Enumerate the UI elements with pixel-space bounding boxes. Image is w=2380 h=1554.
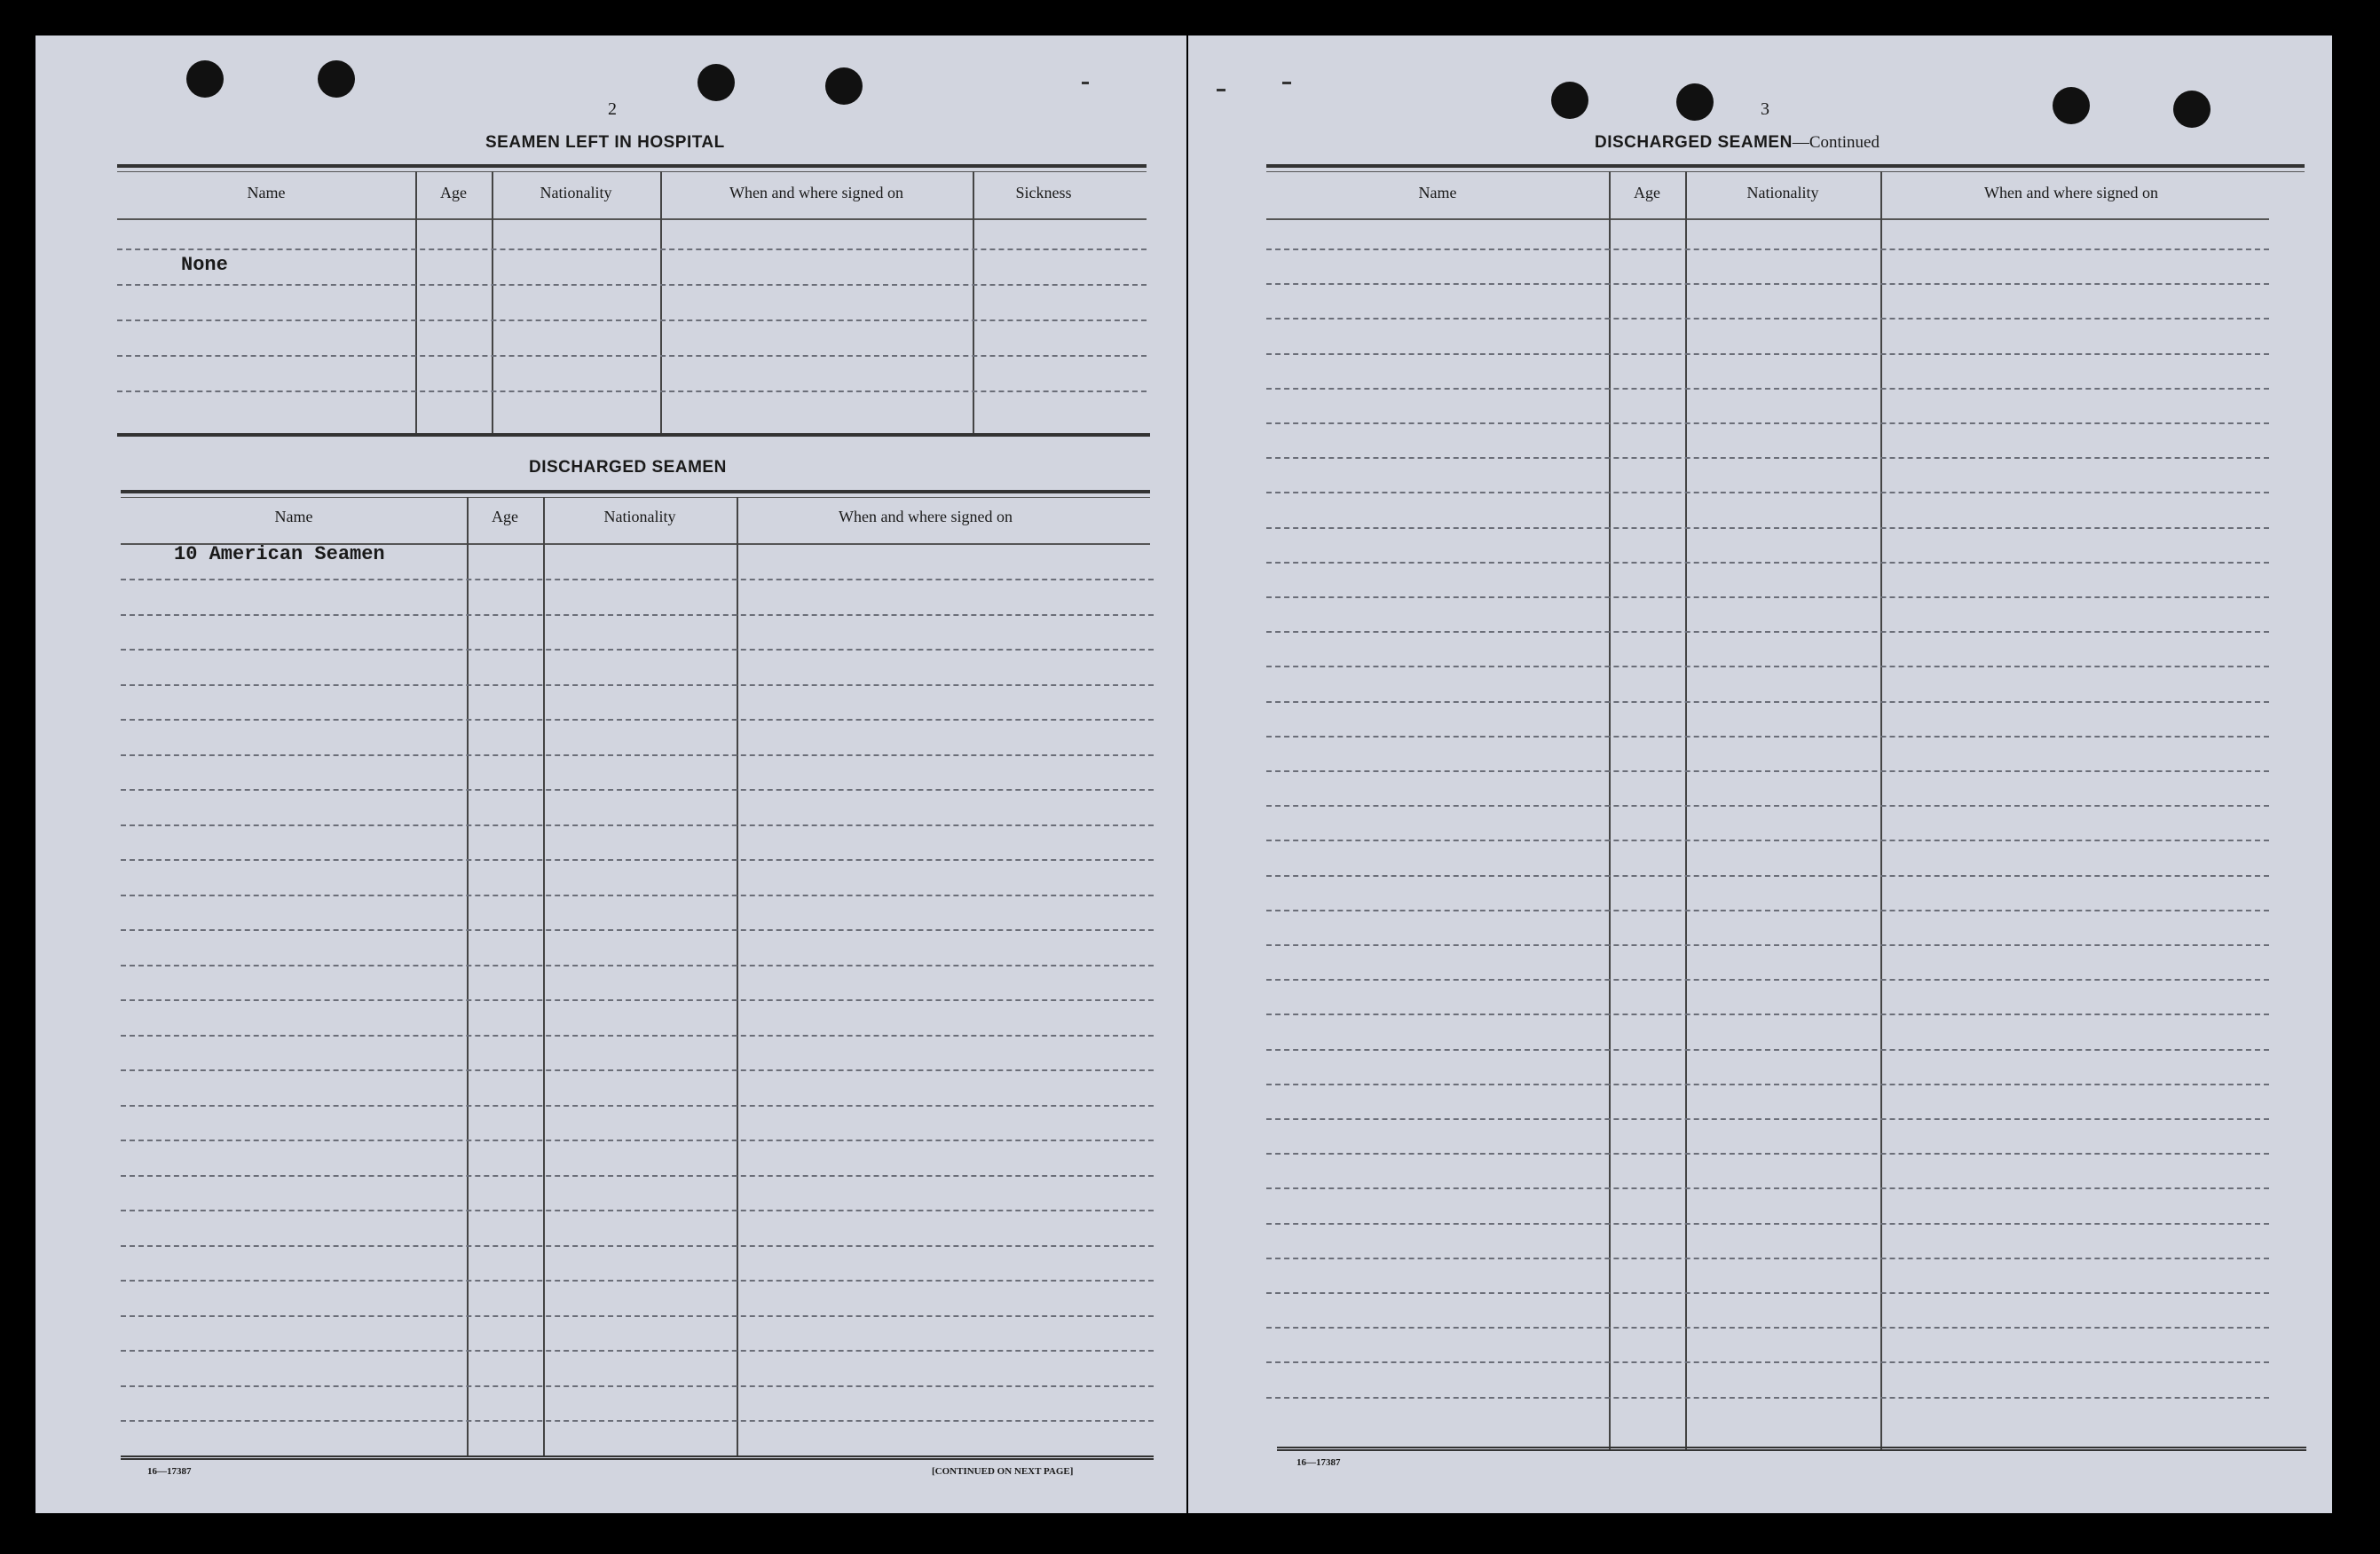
right-col-when-where: When and where signed on — [1984, 184, 2158, 201]
row-line — [1266, 944, 2269, 946]
hospital-header-rule — [117, 218, 1147, 220]
scan-mark — [1082, 82, 1089, 84]
row-line — [1266, 318, 2269, 319]
hospital-col-name: Name — [247, 184, 286, 201]
row-line — [1266, 1187, 2269, 1189]
row-line — [1266, 1327, 2269, 1329]
row-line — [1266, 562, 2269, 564]
hospital-bottom-rule — [117, 433, 1150, 437]
hospital-col-when-where: When and where signed on — [729, 184, 903, 201]
row-line — [1266, 527, 2269, 529]
punch-hole-7 — [2053, 87, 2090, 124]
hospital-section-title: SEAMEN LEFT IN HOSPITAL — [485, 133, 725, 152]
row-line — [1266, 1153, 2269, 1155]
row-line — [1266, 457, 2269, 459]
row-line — [121, 1385, 1154, 1387]
hospital-divider-1 — [415, 171, 417, 435]
continued-note: [CONTINUED ON NEXT PAGE] — [932, 1466, 1074, 1477]
row-line — [121, 824, 1154, 826]
row-line — [1266, 1292, 2269, 1294]
row-line — [1266, 492, 2269, 493]
row-line — [1266, 1049, 2269, 1051]
hospital-top-rule-2 — [117, 171, 1147, 172]
row-line — [1266, 1118, 2269, 1120]
scan-mark — [1217, 89, 1225, 91]
row-line — [1266, 805, 2269, 807]
row-line — [1266, 666, 2269, 667]
hospital-row-line — [117, 319, 1147, 321]
row-line — [1266, 736, 2269, 738]
punch-hole-5 — [1551, 82, 1588, 119]
row-line — [1266, 388, 2269, 390]
right-col-nationality: Nationality — [1746, 184, 1819, 201]
row-line — [121, 1035, 1154, 1037]
row-line — [121, 929, 1154, 931]
row-line — [121, 614, 1154, 616]
hospital-divider-3 — [660, 171, 662, 435]
row-line — [121, 1280, 1154, 1282]
discharged-divider-3 — [737, 497, 738, 1457]
left-page — [35, 35, 1186, 1513]
row-line — [1266, 910, 2269, 911]
page-number: 3 — [1761, 99, 1769, 119]
row-line — [1266, 979, 2269, 981]
row-line — [1266, 840, 2269, 841]
row-line — [121, 1175, 1154, 1177]
row-line — [121, 965, 1154, 966]
discharged-section-title: DISCHARGED SEAMEN — [529, 458, 727, 477]
hospital-col-nationality: Nationality — [540, 184, 612, 201]
punch-hole-2 — [318, 60, 355, 98]
punch-hole-1 — [186, 60, 224, 98]
right-top-rule — [1266, 164, 2305, 168]
discharged-top-rule-2 — [121, 497, 1150, 498]
hospital-divider-4 — [973, 171, 974, 435]
row-line — [1266, 422, 2269, 424]
discharged-top-rule — [121, 490, 1150, 493]
row-line — [1266, 1258, 2269, 1259]
discharged-col-when-where: When and where signed on — [839, 508, 1013, 525]
hospital-col-age: Age — [440, 184, 467, 201]
row-line — [1266, 1397, 2269, 1399]
hospital-col-sickness: Sickness — [1015, 184, 1072, 201]
row-line — [121, 1245, 1154, 1247]
form-number: 16—17387 — [147, 1466, 192, 1477]
row-line — [1266, 1361, 2269, 1363]
row-line — [121, 1140, 1154, 1141]
scan-mark — [1282, 82, 1291, 84]
punch-hole-6 — [1676, 83, 1714, 121]
row-line — [121, 999, 1154, 1001]
right-header-rule — [1266, 218, 2269, 220]
discharged-divider-2 — [543, 497, 545, 1457]
row-line — [1266, 596, 2269, 598]
right-col-name: Name — [1418, 184, 1457, 201]
hospital-row-line — [117, 248, 1147, 250]
discharged-entry: 10 American Seamen — [174, 543, 385, 565]
discharged-col-name: Name — [274, 508, 313, 525]
discharged-continued-title — [1595, 133, 1880, 153]
row-line — [1266, 631, 2269, 633]
row-line — [1266, 701, 2269, 703]
row-line — [121, 789, 1154, 791]
row-line — [1266, 1014, 2269, 1015]
punch-hole-4 — [825, 67, 863, 105]
hospital-top-rule — [117, 164, 1147, 168]
row-line — [1266, 248, 2269, 250]
hospital-row-line — [117, 284, 1147, 286]
discharged-col-nationality: Nationality — [603, 508, 676, 525]
row-line — [121, 1210, 1154, 1211]
row-line — [1266, 770, 2269, 772]
row-line — [121, 719, 1154, 721]
row-line — [121, 895, 1154, 896]
row-line — [121, 859, 1154, 861]
title-suffix: —Continued — [1792, 133, 1880, 152]
hospital-entry-none: None — [181, 254, 228, 276]
hospital-row-line — [117, 390, 1147, 392]
row-line — [121, 579, 1154, 580]
row-line — [121, 1105, 1154, 1107]
discharged-bottom-rule — [121, 1455, 1154, 1462]
hospital-divider-2 — [492, 171, 493, 435]
row-line — [1266, 1223, 2269, 1225]
punch-hole-8 — [2173, 91, 2211, 128]
discharged-col-age: Age — [492, 508, 518, 525]
right-top-rule-2 — [1266, 171, 2305, 172]
right-col-age: Age — [1634, 184, 1660, 201]
row-line — [121, 1420, 1154, 1422]
row-line — [121, 1315, 1154, 1317]
right-page — [1188, 35, 2332, 1513]
page-number: 2 — [608, 99, 617, 119]
discharged-divider-1 — [467, 497, 469, 1457]
row-line — [1266, 283, 2269, 285]
row-line — [1266, 353, 2269, 355]
row-line — [121, 1069, 1154, 1071]
row-line — [1266, 875, 2269, 877]
hospital-row-line — [117, 355, 1147, 357]
punch-hole-3 — [697, 64, 735, 101]
row-line — [121, 684, 1154, 686]
form-number: 16—17387 — [1296, 1457, 1341, 1468]
right-bottom-rule — [1277, 1447, 2306, 1453]
row-line — [121, 754, 1154, 756]
row-line — [121, 649, 1154, 651]
title-main: DISCHARGED SEAMEN — [1595, 133, 1793, 152]
row-line — [1266, 1084, 2269, 1085]
row-line — [121, 1350, 1154, 1352]
